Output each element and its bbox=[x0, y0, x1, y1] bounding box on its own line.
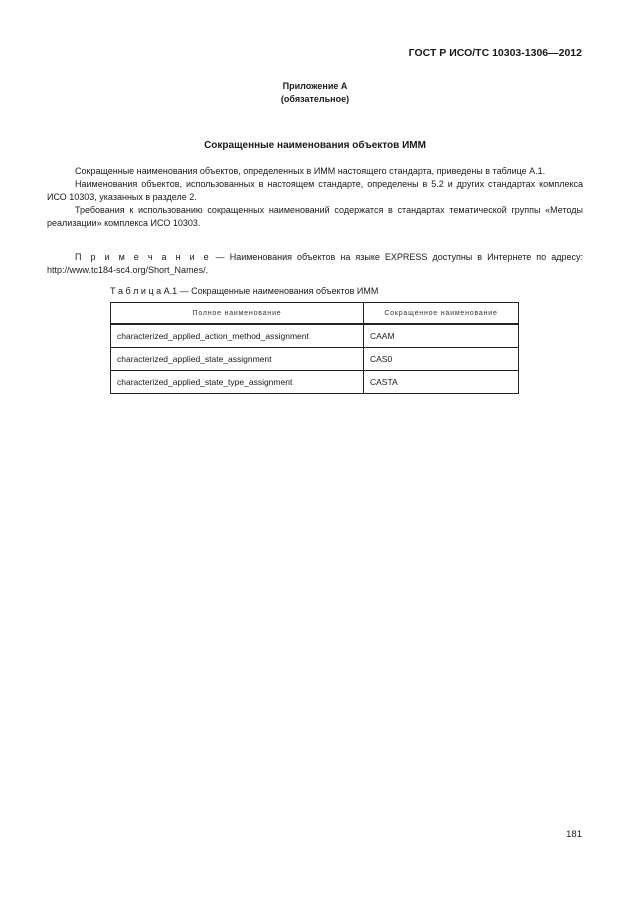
note-text: — Наименования объектов на языке EXPRESS доступны в Интернете по адресу: http://www.tc184-sc4.org/Short_Names/. bbox=[47, 252, 583, 275]
page-number: 181 bbox=[566, 829, 582, 840]
column-header-full-name: Полное наименование bbox=[111, 303, 364, 325]
paragraph: Требования к использованию сокращенных наименований содержатся в стандартах тематической группы «Методы реализации» комплекса ИСО 10303. bbox=[47, 205, 583, 228]
table-caption-label: Т а б л и ц а bbox=[110, 286, 162, 296]
note bbox=[47, 251, 583, 277]
running-header: ГОСТ Р ИСО/ТС 10303-1306—2012 bbox=[408, 47, 582, 59]
table-caption-text: А.1 — Сокращенные наименования объектов ИММ bbox=[161, 286, 379, 296]
annex-title: Приложение А bbox=[282, 81, 348, 91]
table-caption bbox=[110, 286, 378, 296]
body-text bbox=[47, 165, 583, 230]
full-name-cell: characterized_applied_state_type_assignment bbox=[111, 371, 364, 394]
short-name-cell: CASTA bbox=[364, 371, 519, 394]
full-name-cell: characterized_applied_action_method_assignment bbox=[111, 324, 364, 348]
abbreviations-table bbox=[110, 302, 519, 394]
column-header-short-name: Сокращенное наименование bbox=[364, 303, 519, 325]
annex-status: (обязательное) bbox=[280, 94, 350, 104]
table-header-row bbox=[111, 303, 519, 325]
short-name-cell: CAAM bbox=[364, 324, 519, 348]
note-label: П р и м е ч а н и е bbox=[75, 252, 211, 262]
full-name-cell: characterized_applied_state_assignment bbox=[111, 348, 364, 371]
paragraph: Наименования объектов, использованных в настоящем стандарте, определены в 5.2 и других стандартах комплекса ИСО 10303, указанных в разделе 2. bbox=[47, 179, 583, 202]
section-title: Сокращенные наименования объектов ИММ bbox=[204, 140, 426, 151]
table-row bbox=[111, 348, 519, 371]
table-row bbox=[111, 371, 519, 394]
short-name-cell: CAS0 bbox=[364, 348, 519, 371]
annex-heading bbox=[0, 80, 630, 106]
table-row bbox=[111, 324, 519, 348]
paragraph: Сокращенные наименования объектов, определенных в ИММ настоящего стандарта, приведены в таблице А.1. bbox=[75, 166, 546, 176]
